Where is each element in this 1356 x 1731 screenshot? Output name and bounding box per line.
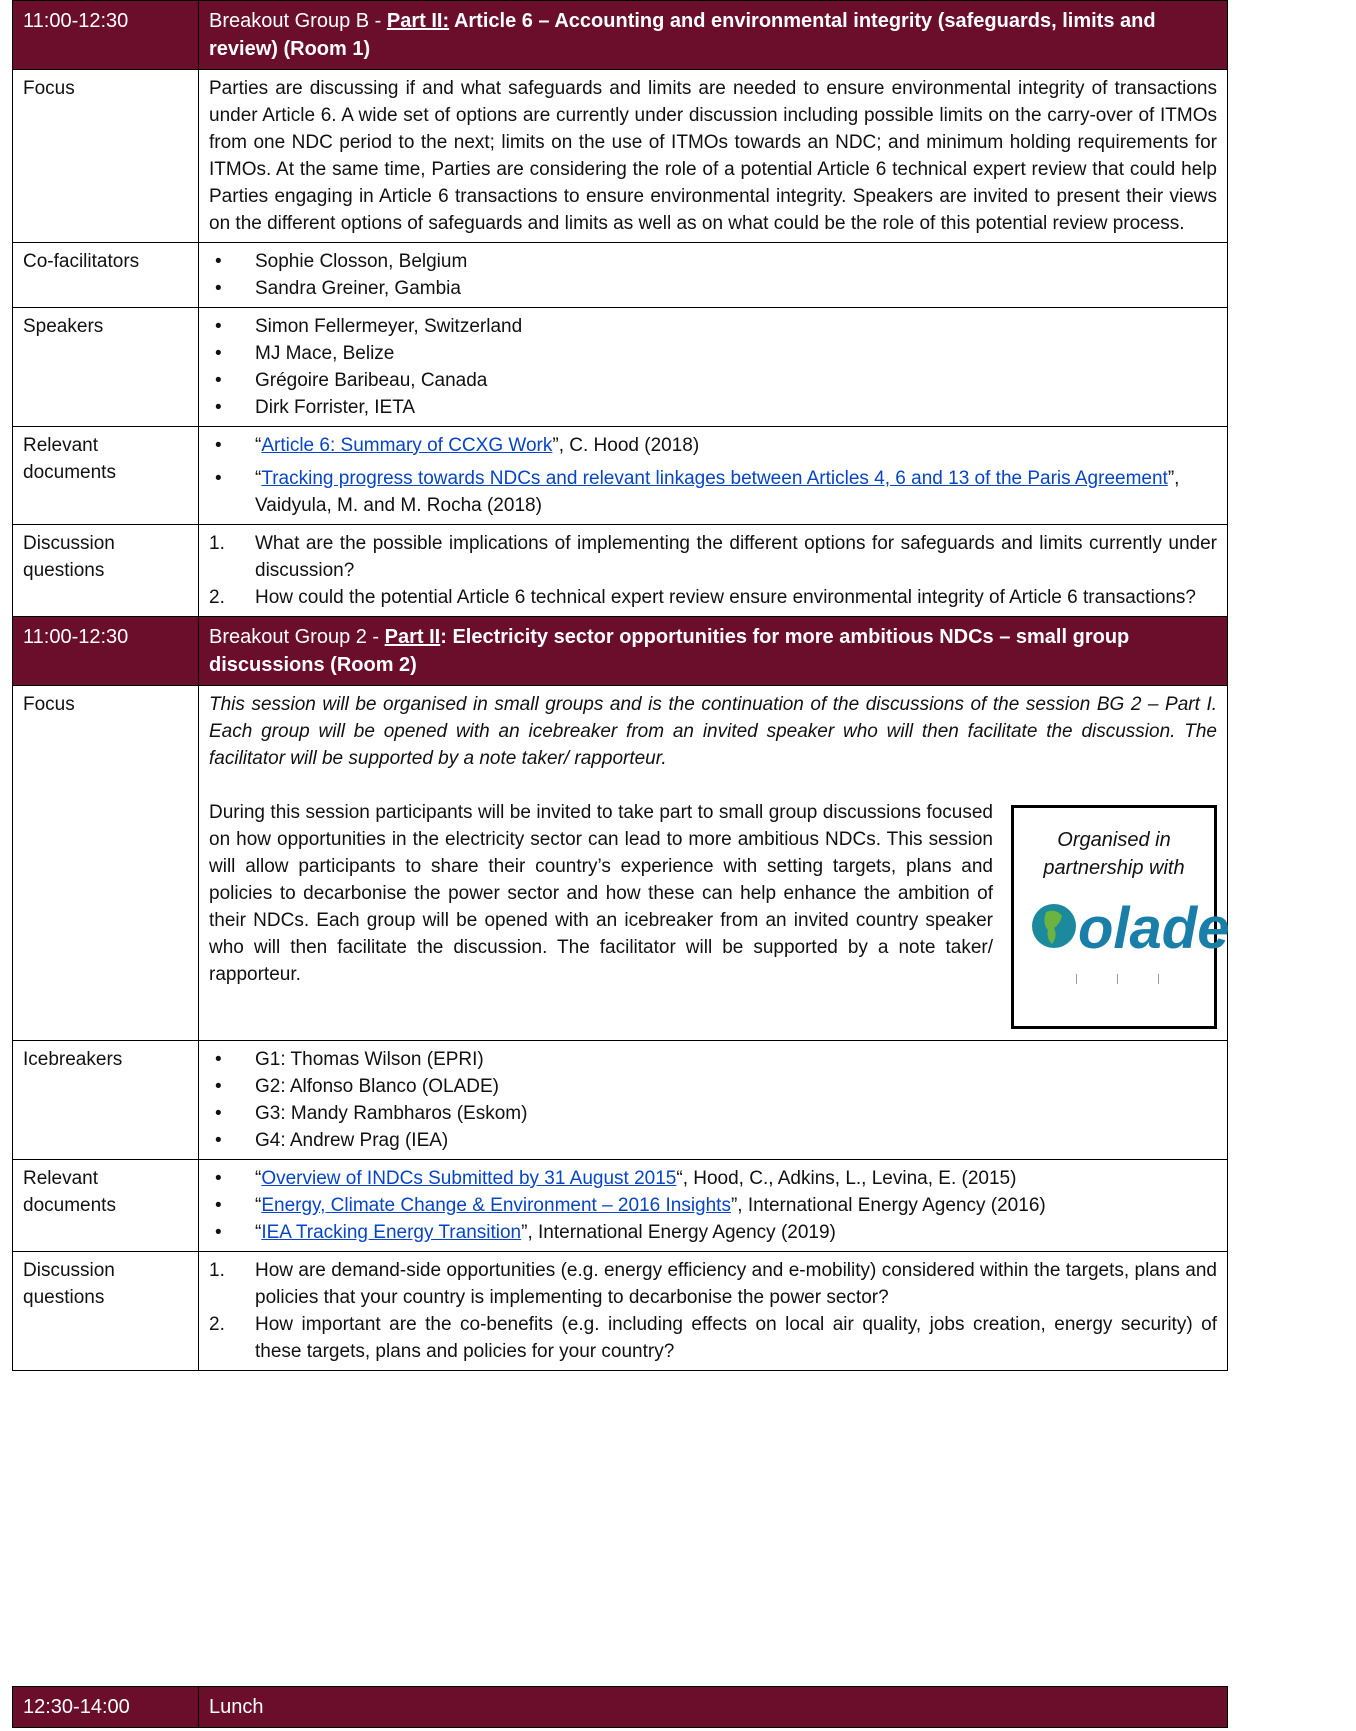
documents-row: [13, 427, 1228, 525]
agenda-table-2: [12, 1686, 1228, 1728]
document-link[interactable]: IEA Tracking Energy Transition: [261, 1222, 522, 1243]
row-label: Icebreakers: [13, 1041, 199, 1160]
document-citation: “, Hood, C., Adkins, L., Levina, E. (2015): [676, 1168, 1017, 1189]
speakers-list: [209, 313, 1217, 421]
session-time: 11:00-12:30: [13, 617, 199, 686]
focus-text: Parties are discussing if and what safeguards and limits are needed to ensure environmental integrity of transactions under Article 6. A wide set of options are currently under discussion including possible limits on the carry-over of ITMOs from one NDC period to the next; limits on the use of ITMOs towards an NDC; and minimum holding requirements for ITMOs. At the same time, Parties are considering the role of a potential Article 6 technical expert review that could help Parties engaging in Article 6 transactions to ensure environmental integrity. Speakers are invited to present their views on the different options of safeguards and limits as well as on what could be the role of this potential review process.: [199, 70, 1228, 243]
list-item: • G2: Alfonso Blanco (OLADE): [209, 1073, 1217, 1100]
document-citation: ”, C. Hood (2018): [552, 435, 700, 456]
title-prefix: Breakout Group B -: [209, 10, 387, 32]
row-label: Discussion questions: [13, 525, 199, 617]
list-item: [209, 1219, 1217, 1246]
document-link[interactable]: Tracking progress towards NDCs and relevant linkages between Articles 4, 6 and 13 of the Paris Agreement: [261, 468, 1168, 489]
list-item: [209, 1192, 1217, 1219]
quote-open: “: [255, 468, 262, 489]
list-item: • Sandra Greiner, Gambia: [209, 275, 1217, 302]
session-header: [13, 617, 1228, 686]
partner-box: [1011, 805, 1230, 1029]
quote-open: “: [255, 1222, 262, 1243]
row-label: Focus: [13, 70, 199, 243]
row-label: Speakers: [13, 308, 199, 427]
documents-list: [209, 1165, 1217, 1246]
row-label: Co-facilitators: [13, 243, 199, 308]
focus-row: [13, 70, 1228, 243]
list-item: [209, 432, 1217, 459]
list-item: • G3: Mandy Rambharos (Eskom): [209, 1100, 1217, 1127]
question-item: [209, 1311, 1217, 1365]
olade-logo: [1014, 892, 1230, 972]
row-label: Discussion questions: [13, 1252, 199, 1371]
document-link[interactable]: Energy, Climate Change & Environment – 2016 Insights: [261, 1195, 731, 1216]
session-title: [199, 617, 1228, 686]
list-item: • Sophie Closson, Belgium: [209, 248, 1217, 275]
questions-row: [13, 525, 1228, 617]
row-label: Relevant documents: [13, 427, 199, 525]
speakers-row: [13, 308, 1228, 427]
title-rest: : Electricity sector opportunities for more ambitious NDCs – small group discussions (Room 2): [209, 626, 1130, 676]
list-item: • Dirk Forrister, IETA: [209, 394, 1217, 421]
olade-wordmark: olade: [1078, 896, 1230, 961]
session-header: [13, 1, 1228, 70]
list-item: • G4: Andrew Prag (IEA): [209, 1127, 1217, 1154]
question-item: [209, 1257, 1217, 1311]
agenda-table-1: [12, 0, 1228, 1371]
quote-open: “: [255, 435, 262, 456]
document-citation: ”, International Energy Agency (2016): [730, 1195, 1046, 1216]
document-citation: ”, International Energy Agency (2019): [521, 1222, 836, 1243]
questions-row: [13, 1252, 1228, 1371]
partner-line2: partnership with: [1043, 857, 1185, 879]
focus-text: During this session participants will be invited to take part to small group discussions focused on how opportunities in the electricity sector can lead to more ambitious NDCs. This session will allow participants to share their country’s experience with setting targets, plans and policies to decarbonise the power sector and how these can help enhance the ambition of their NDCs. Each group will be opened with an icebreaker from an invited country speaker who will then facilitate the discussion. The facilitator will be supported by a note taker/ rapporteur.: [209, 802, 993, 985]
title-rest: Article 6 – Accounting and environmental integrity (safeguards, limits and review) (Room 1): [209, 10, 1156, 60]
list-item: • Simon Fellermeyer, Switzerland: [209, 313, 1217, 340]
session-title: Lunch: [199, 1687, 1228, 1728]
document-citation: ”, Vaidyula, M. and M. Rocha (2018): [255, 468, 1180, 516]
questions-list: [209, 530, 1217, 611]
quote-open: “: [255, 1168, 262, 1189]
cofacilitators-list: [209, 248, 1217, 302]
olade-subtext: [1014, 974, 1214, 984]
row-label: Focus: [13, 686, 199, 1041]
session-time: 12:30-14:00: [13, 1687, 199, 1728]
question-item: [209, 530, 1217, 584]
focus-intro-text: This session will be organised in small groups and is the continuation of the discussions of the session BG 2 – Part I. Each group will be opened with an icebreaker from an invited speaker who will then facilitate the discussion. The facilitator will be supported by a note taker/ rapporteur.: [209, 694, 1217, 769]
question-text: How important are the co-benefits (e.g. including effects on local air quality, jobs creation, energy security) of these targets, plans and policies for your country?: [255, 1314, 1217, 1362]
list-item: • Grégoire Baribeau, Canada: [209, 367, 1217, 394]
question-number: 1.: [209, 1260, 225, 1281]
question-number: 2.: [209, 587, 225, 608]
list-item: • G1: Thomas Wilson (EPRI): [209, 1046, 1217, 1073]
partner-line1: Organised in: [1057, 829, 1171, 851]
focus-cell: [199, 686, 1228, 1041]
question-number: 2.: [209, 1314, 225, 1335]
row-label: Relevant documents: [13, 1160, 199, 1252]
title-part: Part II:: [386, 10, 450, 32]
question-text: How could the potential Article 6 technical expert review ensure environmental integrity of Article 6 transactions?: [255, 587, 1196, 608]
cofacilitators-row: [13, 243, 1228, 308]
icebreakers-row: [13, 1041, 1228, 1160]
list-item: • MJ Mace, Belize: [209, 340, 1217, 367]
session-title: [199, 1, 1228, 70]
question-item: [209, 584, 1217, 611]
document-link[interactable]: Article 6: Summary of CCXG Work: [261, 435, 553, 456]
documents-list: [209, 432, 1217, 519]
list-item: [209, 1165, 1217, 1192]
question-text: What are the possible implications of implementing the different options for safeguards and limits currently under discussion?: [255, 533, 1217, 581]
questions-list: [209, 1257, 1217, 1365]
list-item: [209, 465, 1217, 519]
title-prefix: Breakout Group 2 -: [209, 626, 385, 648]
quote-open: “: [255, 1195, 262, 1216]
icebreakers-list: [209, 1046, 1217, 1154]
title-part: Part II: [384, 626, 441, 648]
focus-row: [13, 686, 1228, 1041]
question-number: 1.: [209, 533, 225, 554]
olade-logo-graphic: [1028, 892, 1230, 964]
session-header: [13, 1687, 1228, 1728]
document-link[interactable]: Overview of INDCs Submitted by 31 August 2015: [261, 1168, 677, 1189]
session-time: 11:00-12:30: [13, 1, 199, 70]
documents-row: [13, 1160, 1228, 1252]
question-text: How are demand-side opportunities (e.g. energy efficiency and e-mobility) considered within the targets, plans and policies that your country is implementing to decarbonise the power sector?: [255, 1260, 1217, 1308]
